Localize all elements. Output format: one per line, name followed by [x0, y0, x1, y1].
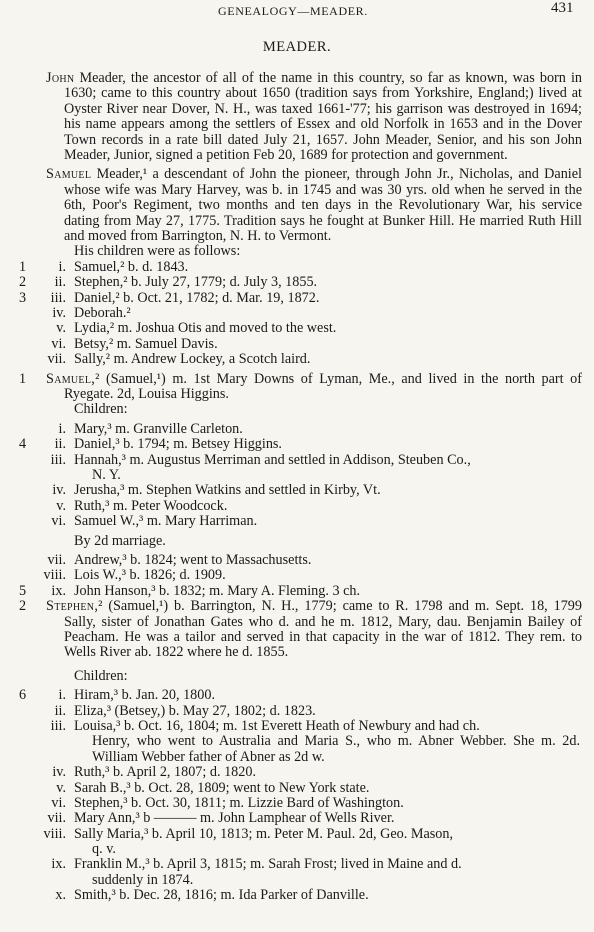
child-entry [0, 827, 594, 842]
entry-text: ² (Samuel,¹) b. Barrington, N. H., 1779; came to R. 1798 and m. Sept. 18, 1799 Sally, sister of Jonathan Gates who d. and he m. 1812, Mary, dau. Benjamin Bailey of Peacham. He was a tailor and served in that capacity in the war of 1812. They rem. to Wells River ab. 1822 where he d. 1855. [64, 598, 582, 661]
child-continuation: N. Y. [92, 466, 121, 483]
child-number: 6 [19, 687, 27, 704]
entry-name: Samuel, [46, 370, 96, 387]
child-entry [0, 437, 594, 452]
child-entry [0, 514, 594, 529]
child-text: Eliza,³ (Betsey,) b. May 27, 1802; d. 1823. [74, 702, 316, 719]
child-text: Samuel W.,³ m. Mary Harriman. [74, 513, 258, 530]
child-entry [0, 483, 594, 498]
child-text: Franklin M.,³ b. April 3, 1815; m. Sarah Frost; lived in Maine and d. [74, 856, 462, 873]
john-entry [0, 71, 594, 163]
child-text: Deborah.² [74, 305, 131, 322]
child-entry [0, 568, 594, 583]
page-title: MEADER. [262, 39, 332, 55]
child-roman: v. [56, 497, 66, 514]
child-text: Sarah B.,³ b. Oct. 28, 1809; went to New York state. [74, 779, 370, 796]
child-text: Louisa,³ b. Oct. 16, 1804; m. 1st Everett Heath of Newbury and had ch. [74, 717, 480, 734]
second-marriage-label: By 2d marriage. [74, 532, 166, 549]
child-entry [0, 719, 594, 734]
child-text: Andrew,³ b. 1824; went to Massachusetts. [74, 551, 312, 568]
child-roman: ii. [54, 274, 66, 291]
child-roman: i. [58, 687, 66, 704]
child-entry [0, 453, 594, 468]
child-number: 4 [19, 436, 27, 453]
child-number: 3 [19, 289, 27, 306]
child-roman: ix. [51, 582, 66, 599]
child-continuation: q. v. [92, 841, 116, 858]
child-roman: iv. [52, 482, 66, 499]
child-roman: i. [58, 420, 66, 437]
child-text: Smith,³ b. Dec. 28, 1816; m. Ida Parker of Danville. [74, 887, 369, 904]
child-number: 2 [19, 274, 27, 291]
child-entry [0, 422, 594, 437]
child-text: Mary Ann,³ b ——— m. John Lamphear of Wells River. [74, 810, 395, 827]
child-roman: v. [56, 779, 66, 796]
child-roman: iii. [50, 451, 66, 468]
child-entry [0, 352, 594, 367]
child-roman: vi. [51, 794, 66, 811]
entry-text: ² (Samuel,¹) m. 1st Mary Downs of Lyman, Me., and lived in the north part of Ryegate. 2d, Louisa Higgins. [64, 370, 582, 402]
child-text: Stephen,³ b. Oct. 30, 1811; m. Lizzie Bard of Washington. [74, 794, 404, 811]
child-roman: x. [55, 887, 66, 904]
child-text: Lois W.,³ b. 1826; d. 1909. [74, 567, 226, 584]
child-roman: viii. [43, 567, 66, 584]
child-text: Ruth,³ b. April 2, 1807; d. 1820. [74, 764, 256, 781]
child-entry [0, 704, 594, 719]
child-entry [0, 275, 594, 290]
genealogy-content [0, 71, 594, 904]
child-entry [0, 337, 594, 352]
child-roman: i. [58, 258, 66, 275]
child-roman: vii. [47, 351, 66, 368]
children-intro: His children were as follows: [74, 243, 241, 260]
entry-name: John [46, 70, 75, 86]
child-text: Lydia,² m. Joshua Otis and moved to the west. [74, 320, 337, 337]
child-roman: vi. [51, 335, 66, 352]
entry-text: Meader,¹ a descendant of John the pioneer, through John Jr., Nicholas, and Daniel whose wife was Mary Harvey, was b. in 1745 and was 30 yrs. old when he served in the 6th, Poor's Regiment, two months and ten days in the Revolutionary War, his service dating from May 27, 1775. Tradition says he fought at Bunker Hill. He married Ruth Hill and moved from Barrington, N. H. to Vermont. [64, 166, 582, 245]
entry-text: Meader, the ancestor of all of the name in this country, so far as known, was born in 1630; came to this country about 1650 (tradition says from Yorkshire, England;) lived at Oyster River near Dover, N. H., was taxed 1661-'77; his garrison was destroyed in 1694; his name appears among the settlers of Essex and old Norfolk in 1653 and in the Dover Town records in a rate bill dated July 21, 1657. John Meader, Senior, and his son John Meader, Junior, signed a petition Feb 20, 1689 for protection and government. [64, 70, 582, 164]
child-entry [0, 781, 594, 796]
children-label: Children: [74, 667, 128, 684]
child-number: 1 [19, 258, 27, 275]
child-entry [0, 321, 594, 336]
children-label: Children: [74, 401, 128, 418]
page-number: 431 [551, 0, 574, 16]
child-text: Daniel,² b. Oct. 21, 1782; d. Mar. 19, 1872. [74, 289, 320, 306]
child-roman: ix. [51, 856, 66, 873]
child-text: Sally,² m. Andrew Lockey, a Scotch laird. [74, 351, 311, 368]
children-list [0, 422, 594, 530]
stephen-entry [0, 599, 594, 661]
child-roman: iv. [52, 305, 66, 322]
child-entry [0, 688, 594, 703]
child-entry [0, 553, 594, 568]
child-text: Ruth,³ m. Peter Woodcock. [74, 497, 228, 514]
child-text: Jerusha,³ m. Stephen Watkins and settled in Kirby, Vt. [74, 482, 381, 499]
child-entry [0, 811, 594, 826]
child-entry [0, 888, 594, 903]
child-text: Daniel,³ b. 1794; m. Betsey Higgins. [74, 436, 282, 453]
child-roman: vii. [47, 810, 66, 827]
samuel1-entry [0, 167, 594, 244]
child-continuation: Henry, who went to Australia and Maria S., who m. Abner Webber. She m. 2d. William Webber father of Abner as 2d w. [92, 733, 580, 765]
entry-number: 2 [19, 598, 27, 615]
child-roman: iii. [50, 717, 66, 734]
child-text: Samuel,² b. d. 1843. [74, 258, 189, 275]
child-continuation: suddenly in 1874. [92, 871, 194, 888]
child-entry [0, 306, 594, 321]
child-text: Hannah,³ m. Augustus Merriman and settled in Addison, Steuben Co., [74, 451, 471, 468]
child-text: Mary,³ m. Granville Carleton. [74, 420, 243, 437]
child-entry [0, 857, 594, 872]
child-number: 5 [19, 582, 27, 599]
child-text: Betsy,² m. Samuel Davis. [74, 335, 218, 352]
child-roman: viii. [43, 825, 66, 842]
entry-name: Samuel [46, 166, 92, 183]
child-entry [0, 796, 594, 811]
children-list [0, 260, 594, 368]
child-entry [0, 584, 594, 599]
child-roman: ii. [54, 436, 66, 453]
children-list [0, 688, 594, 904]
child-roman: vi. [51, 513, 66, 530]
child-text: Stephen,² b. July 27, 1779; d. July 3, 1855. [74, 274, 318, 291]
child-roman: ii. [54, 702, 66, 719]
samuel2-entry [0, 372, 594, 403]
children-list [0, 553, 594, 599]
entry-number: 1 [19, 370, 27, 387]
entry-name: Stephen, [46, 598, 99, 615]
child-text: John Hanson,³ b. 1832; m. Mary A. Fleming. 3 ch. [74, 582, 361, 599]
child-roman: v. [56, 320, 66, 337]
child-roman: vii. [47, 551, 66, 568]
child-roman: iii. [50, 289, 66, 306]
child-text: Sally Maria,³ b. April 10, 1813; m. Peter M. Paul. 2d, Geo. Mason, [74, 825, 454, 842]
child-entry [0, 260, 594, 275]
child-entry [0, 291, 594, 306]
child-roman: iv. [52, 764, 66, 781]
child-text: Hiram,³ b. Jan. 20, 1800. [74, 687, 215, 704]
running-title: GENEALOGY—MEADER. [218, 4, 368, 18]
child-entry [0, 499, 594, 514]
child-entry [0, 765, 594, 780]
